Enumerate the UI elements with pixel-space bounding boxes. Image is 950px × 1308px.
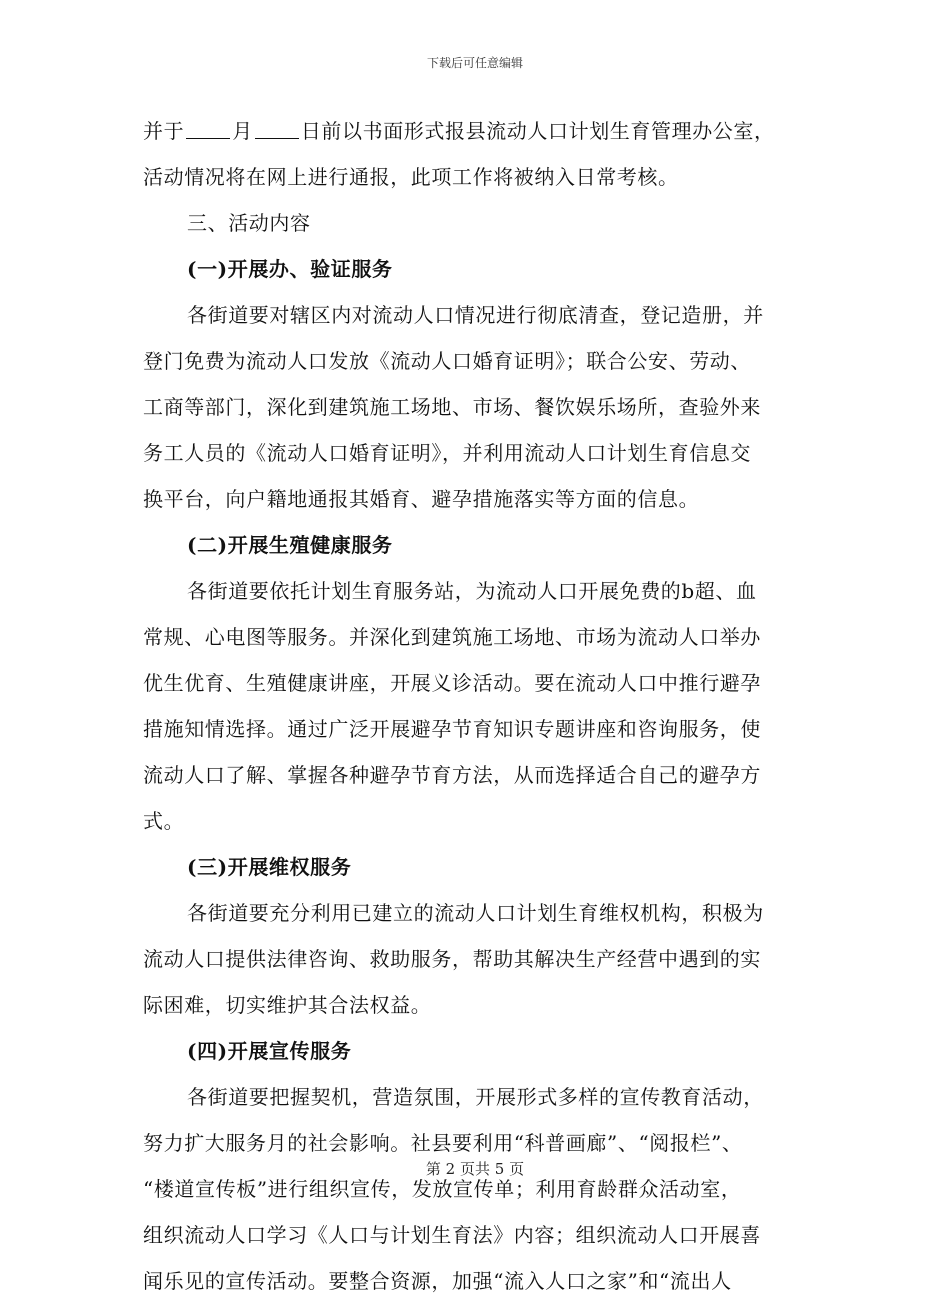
paragraph-first-line: 各街道要把握契机，营造氛围，开展形式多样的宣传教育活动， [187, 1085, 764, 1109]
body-line: 流动人口了解、掌握各种避孕节育方法，从而选择适合自己的避孕方 [143, 763, 761, 787]
body-line: “楼道宣传板”进行组织宣传，发放宣传单；利用育龄群众活动室， [143, 1177, 742, 1201]
body-line: 措施知情选择。通过广泛开展避孕节育知识专题讲座和咨询服务，使 [143, 717, 761, 741]
subsection-heading: (二)开展生殖健康服务 [187, 533, 393, 557]
body-line: 优生优育、生殖健康讲座，开展义诊活动。要在流动人口中推行避孕 [143, 671, 761, 695]
paragraph-first-line: 各街道要对辖区内对流动人口情况进行彻底清查，登记造册，并 [187, 303, 764, 327]
paragraph-first-line: 各街道要依托计划生育服务站，为流动人口开展免费的b超、血 [187, 579, 757, 603]
body-line: 常规、心电图等服务。并深化到建筑施工场地、市场为流动人口举办 [143, 625, 761, 649]
page-header: 下载后可任意编辑 [426, 56, 523, 70]
subsection-heading: (一)开展办、验证服务 [187, 257, 393, 281]
subsection-heading: (四)开展宣传服务 [187, 1039, 352, 1063]
page-footer: 第 2 页共 5 页 [425, 1160, 525, 1178]
subsection-heading: (三)开展维权服务 [187, 855, 352, 879]
body-line: 换平台，向户籍地通报其婚育、避孕措施落实等方面的信息。 [143, 487, 700, 511]
fill-blank-month [186, 116, 230, 139]
fill-blank-day [255, 116, 299, 139]
document-body [143, 112, 808, 1308]
body-line: 工商等部门，深化到建筑施工场地、市场、餐饮娱乐场所，查验外来 [143, 395, 761, 419]
body-line: 活动情况将在网上进行通报，此项工作将被纳入日常考核。 [143, 165, 679, 189]
body-line: 努力扩大服务月的社会影响。社县要利用“科普画廊”、“阅报栏”、 [143, 1131, 743, 1155]
text-fragment: 并于 [143, 119, 185, 143]
body-line: 务工人员的《流动人口婚育证明》，并利用流动人口计划生育信息交 [143, 441, 751, 465]
body-line: 组织流动人口学习《人口与计划生育法》内容；组织流动人口开展喜 [143, 1223, 761, 1247]
body-line: 闻乐见的宣传活动。要整合资源，加强“流入人口之家”和“流出人 [143, 1269, 732, 1293]
body-line: 登门免费为流动人口发放《流动人口婚育证明》；联合公安、劳动、 [143, 349, 751, 373]
text-fragment: 日前以书面形式报县流动人口计划生育管理办公室， [300, 119, 775, 143]
body-line: 式。 [143, 809, 185, 833]
body-line [143, 112, 808, 158]
text-fragment: 月 [232, 119, 253, 143]
section-heading: 三、活动内容 [187, 211, 311, 235]
body-line: 流动人口提供法律咨询、救助服务，帮助其解决生产经营中遇到的实 [143, 947, 761, 971]
body-line: 际困难，切实维护其合法权益。 [143, 993, 432, 1017]
paragraph-first-line: 各街道要充分利用已建立的流动人口计划生育维权机构，积极为 [187, 901, 764, 925]
